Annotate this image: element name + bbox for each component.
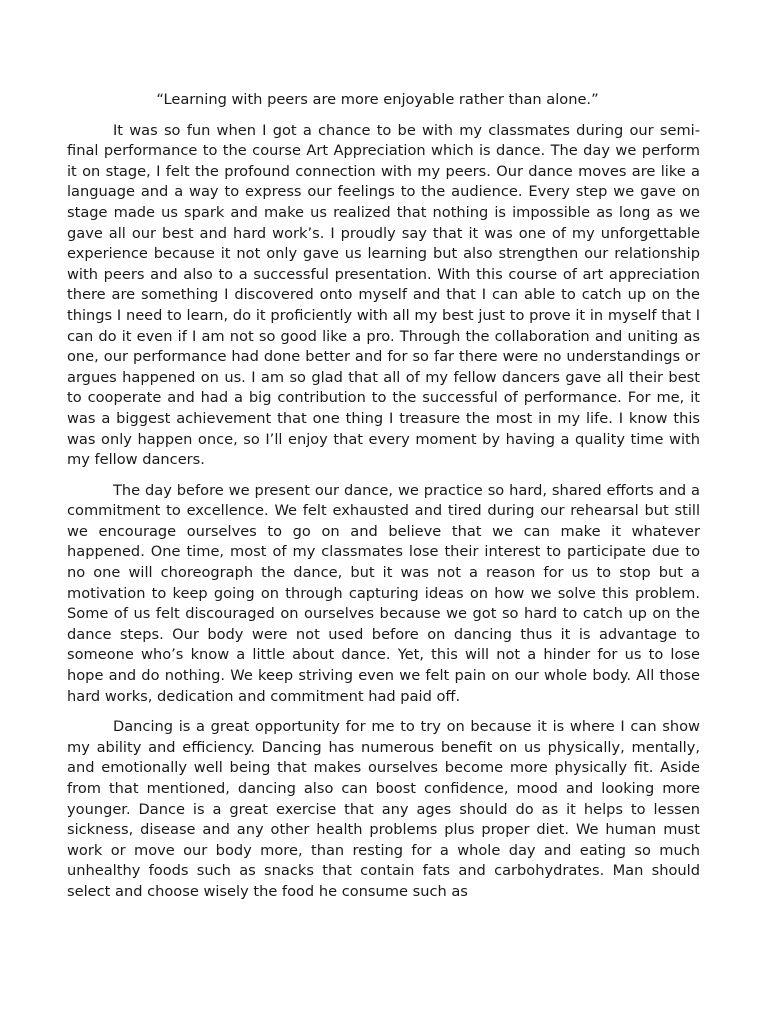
paragraph-3: Dancing is a great opportunity for me to try on because it is where I can show my ability and efficiency. Dancing has numerous benefit on us physically, mentally, and emotionally well being that makes ourselves become more physically fit. Aside from that mentioned, dancing also can boost confidence, mood and looking more younger. Dance is a great exercise that any ages should do as it helps to lessen sickness, disease and any other health problems plus proper diet. We human must work or move our body more, than resting for a whole day and eating so much unhealthy foods such as snacks that contain fats and carbohydrates. Man should select and choose wisely the food he consume such as	[67, 718, 700, 900]
paragraph-2: The day before we present our dance, we practice so hard, shared efforts and a commitment to excellence. We felt exhausted and tired during our rehearsal but still we encourage ourselves to go on and believe that we can make it whatever happened. One time, most of my classmates lose their interest to participate due to no one will choreograph the dance, but it was not a reason for us to stop but a motivation to keep going on through capturing ideas on how we solve this problem. Some of us felt discouraged on ourselves because we got so hard to catch up on the dance steps. Our body were not used before on dancing thus it is advantage to someone who’s know a little about dance. Yet, this will not a hinder for us to lose hope and do nothing. We keep striving even we felt pain on our whole body. All those hard works, dedication and commitment had paid off.	[67, 481, 700, 705]
document-page	[67, 90, 700, 913]
paragraph-1: It was so fun when I got a chance to be with my classmates during our semi-final performance to the course Art Appreciation which is dance. The day we perform it on stage, I felt the profound connection with my peers. Our dance moves are like a language and a way to express our feelings to the audience. Every step we gave on stage made us spark and make us realized that nothing is impossible as long as we gave all our best and hard work’s. I proudly say that it was one of my unforgettable experience because it not only gave us learning but also strengthen our relationship with peers and also to a successful presentation. With this course of art appreciation there are something I discovered onto myself and that I can able to catch up on the things I need to learn, do it proficiently with all my best just to prove it in myself that I can do it even if I am not so good like a pro. Through the collaboration and uniting as one, our performance had done better and for so far there were no understandings or argues happened on us. I am so glad that all of my fellow dancers gave all their best to cooperate and had a big contribution to the successful of performance. For me, it was a biggest achievement that one thing I treasure the most in my life. I know this was only happen once, so I’ll enjoy that every moment by having a quality time with my fellow dancers.	[67, 121, 700, 469]
essay-title: “Learning with peers are more enjoyable rather than alone.”	[156, 91, 599, 108]
